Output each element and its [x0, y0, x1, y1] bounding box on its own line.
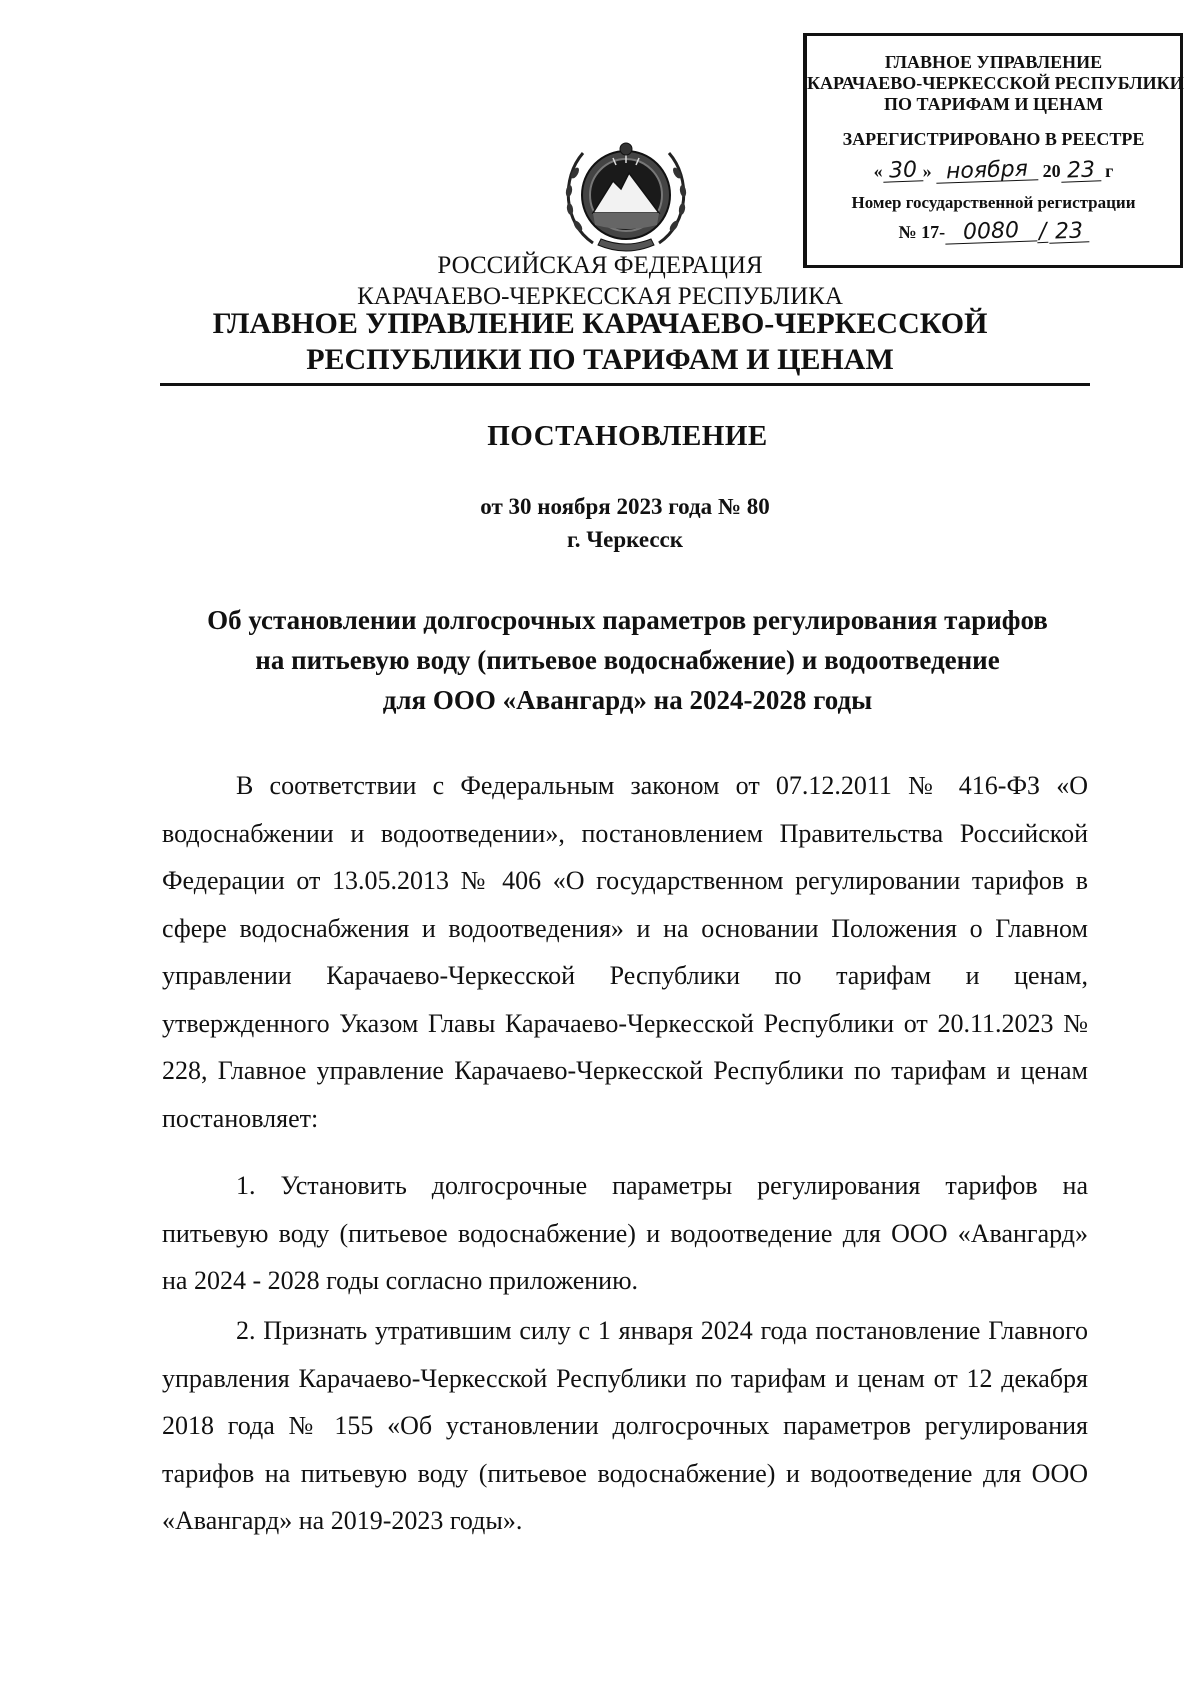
header-org-line-1: ГЛАВНОЕ УПРАВЛЕНИЕ КАРАЧАЕВО-ЧЕРКЕССКОЙ: [212, 307, 988, 340]
stamp-number-year: 23: [1048, 220, 1089, 243]
item-2-text: 2. Признать утратившим силу с 1 января 2024 года постановление Главного управления Карачаево-Черкесской Республики по тарифам и ценам от 12 декабря 2018 года № 155 «Об установлении долгосрочных параметров регулирования тарифов на питьевую воду (питьевое водоснабжение) и водоотведение для ООО «Авангард» на 2019-2023 годы».: [162, 1316, 1088, 1535]
stamp-date-year-prefix: 20: [1042, 161, 1061, 181]
stamp-number-prefix: № 17-: [898, 222, 946, 242]
stamp-date-year: 23: [1060, 159, 1101, 182]
stamp-number-value: 0080: [945, 219, 1038, 244]
header-republic: КАРАЧАЕВО-ЧЕРКЕССКАЯ РЕСПУБЛИКА: [357, 283, 843, 310]
stamp-date-suffix: г: [1105, 161, 1114, 181]
stamp-number-label: Номер государственной регистрации: [851, 193, 1136, 212]
item-1-paragraph: [162, 1162, 1088, 1305]
stamp-date: [807, 156, 1180, 185]
coat-of-arms-icon: [553, 133, 699, 263]
stamp-number: [807, 218, 1180, 245]
document-subject: [150, 600, 1105, 720]
stamp-date-mid: »: [922, 161, 932, 181]
stamp-line-2: КАРАЧАЕВО-ЧЕРКЕССКОЙ РЕСПУБЛИКИ: [807, 73, 1184, 93]
document-date-number: от 30 ноября 2023 года № 80: [480, 494, 770, 519]
stamp-line-1: ГЛАВНОЕ УПРАВЛЕНИЕ: [884, 52, 1103, 72]
stamp-date-month: ноября: [936, 158, 1039, 184]
item-1-text: 1. Установить долгосрочные параметры регулирования тарифов на питьевую воду (питьевое водоснабжение) и водоотведение для ООО «Авангард» на 2024 - 2028 годы согласно приложению.: [162, 1171, 1088, 1295]
header-divider: [160, 383, 1090, 386]
subject-line-3: для ООО «Авангард» на 2024-2028 годы: [382, 685, 873, 715]
stamp-number-sep: /: [1038, 218, 1047, 245]
header-org-line-2: РЕСПУБЛИКИ ПО ТАРИФАМ И ЦЕНАМ: [306, 343, 894, 376]
stamp-registered: ЗАРЕГИСТРИРОВАНО В РЕЕСТРЕ: [842, 129, 1145, 149]
document-city: г. Черкесск: [566, 527, 684, 552]
stamp-date-open: «: [873, 161, 883, 181]
preamble-paragraph: В соответствии с Федеральным законом от 07.12.2011 № 416-ФЗ «О водоснабжении и водоотведении», постановлением Правительства Российской Федерации от 13.05.2013 № 406 «О государственном регулировании тарифов в сфере водоснабжения и водоотведения» и на основании Положения о Главном управлении Карачаево-Черкесской Республики по тарифам и ценам, утвержденного Указом Главы Карачаево-Черкесской Республики от 20.11.2023 № 228, Главное управление Карачаево-Черкесской Республики по тарифам и ценам постановляет:: [162, 771, 1088, 1133]
document-type: ПОСТАНОВЛЕНИЕ: [487, 420, 768, 452]
registration-stamp: [803, 33, 1183, 268]
subject-line-2: на питьевую воду (питьевое водоснабжение) и водоотведение: [255, 645, 1000, 675]
stamp-line-3: ПО ТАРИФАМ И ЦЕНАМ: [884, 94, 1103, 114]
stamp-date-day: 30: [882, 159, 923, 182]
header-country: РОССИЙСКАЯ ФЕДЕРАЦИЯ: [437, 252, 763, 279]
subject-line-1: Об установлении долгосрочных параметров регулирования тарифов: [207, 605, 1048, 635]
item-2-paragraph: [162, 1307, 1088, 1545]
